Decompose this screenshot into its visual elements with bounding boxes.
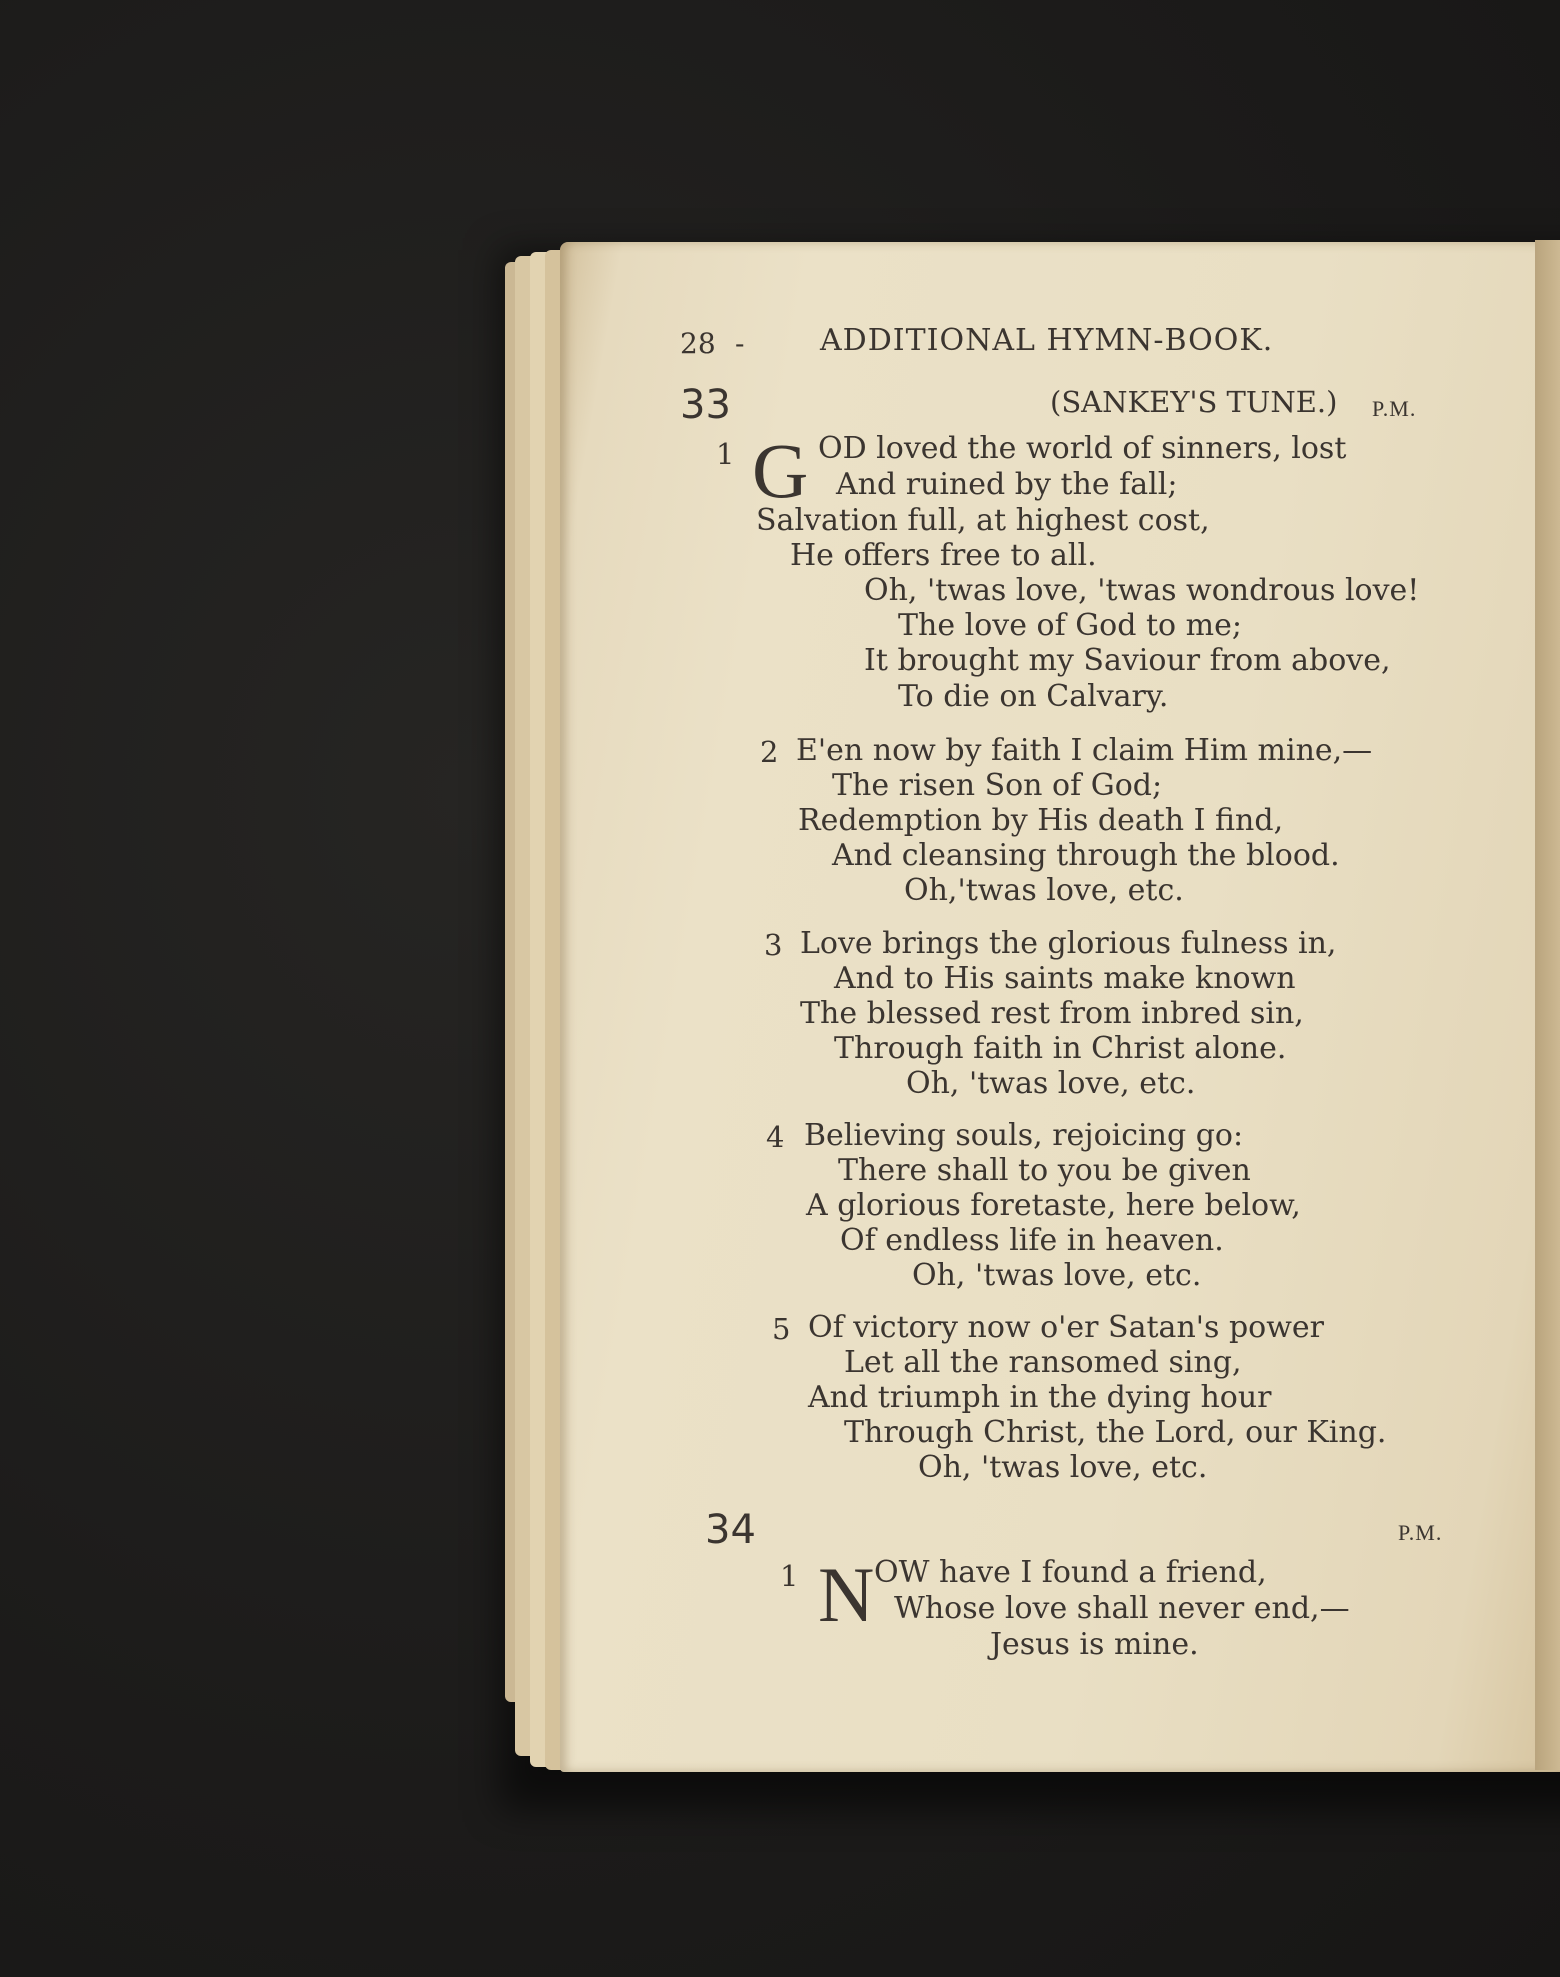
header-dash: -	[735, 327, 745, 360]
hymn-line: The love of God to me;	[898, 608, 1242, 643]
drop-cap: G	[752, 427, 809, 514]
hymn-line: The blessed rest from inbred sin,	[800, 996, 1304, 1031]
hymn-line: The risen Son of God;	[832, 768, 1163, 803]
hymn-line: Oh,'twas love, etc.	[904, 873, 1184, 908]
hymn-line: Oh, 'twas love, etc.	[906, 1066, 1196, 1101]
tune-name: (SANKEY'S TUNE.)	[1050, 385, 1338, 419]
facing-page-edge	[1535, 240, 1560, 1770]
hymn-line: It brought my Saviour from above,	[864, 643, 1391, 678]
hymn-line: Through faith in Christ alone.	[834, 1031, 1287, 1066]
hymn-line: Oh, 'twas love, etc.	[912, 1258, 1202, 1293]
hymn-line: Of endless life in heaven.	[840, 1223, 1224, 1258]
hymn-line: Redemption by His death I find,	[798, 803, 1284, 838]
hymn-line: Whose love shall never end,—	[894, 1591, 1350, 1626]
page-number: 28	[680, 327, 716, 360]
hymn-line: He offers free to all.	[790, 538, 1097, 573]
hymn-line: Jesus is mine.	[990, 1627, 1199, 1662]
drop-cap: N	[818, 1551, 875, 1638]
hymn-line: To die on Calvary.	[898, 679, 1169, 714]
hymn-line: And ruined by the fall;	[836, 467, 1178, 502]
hymn-line: Let all the ransomed sing,	[844, 1345, 1242, 1380]
hymn-number: 33	[680, 382, 731, 428]
hymn-line: There shall to you be given	[838, 1153, 1251, 1188]
hymn-line: Salvation full, at highest cost,	[756, 503, 1210, 538]
verse-number: 3	[764, 928, 783, 962]
hymn-line: And to His saints make known	[834, 961, 1296, 996]
verse-number: 1	[780, 1559, 799, 1593]
hymn-line: Of victory now o'er Satan's power	[808, 1310, 1324, 1345]
meter-label: P.M.	[1398, 1520, 1443, 1545]
hymn-number: 34	[705, 1507, 756, 1553]
verse-number: 2	[760, 735, 779, 769]
hymn-line: And cleansing through the blood.	[832, 838, 1340, 873]
verse-number: 5	[772, 1312, 791, 1346]
hymn-line: Oh, 'twas love, 'twas wondrous love!	[864, 573, 1420, 608]
hymn-line: And triumph in the dying hour	[808, 1380, 1272, 1415]
hymn-line: Oh, 'twas love, etc.	[918, 1450, 1208, 1485]
hymn-line: Love brings the glorious fulness in,	[800, 926, 1337, 961]
hymn-line: E'en now by faith I claim Him mine,—	[796, 733, 1373, 768]
verse-number: 1	[716, 437, 735, 471]
hymn-line: A glorious foretaste, here below,	[806, 1188, 1301, 1223]
hymn-line: OW have I found a friend,	[874, 1555, 1267, 1590]
meter-label: P.M.	[1372, 396, 1417, 421]
verse-number: 4	[766, 1120, 785, 1154]
running-title: ADDITIONAL HYMN-BOOK.	[820, 323, 1274, 358]
hymn-line: OD loved the world of sinners, lost	[818, 431, 1347, 466]
hymn-line: Believing souls, rejoicing go:	[804, 1118, 1244, 1153]
hymn-line: Through Christ, the Lord, our King.	[844, 1415, 1387, 1450]
